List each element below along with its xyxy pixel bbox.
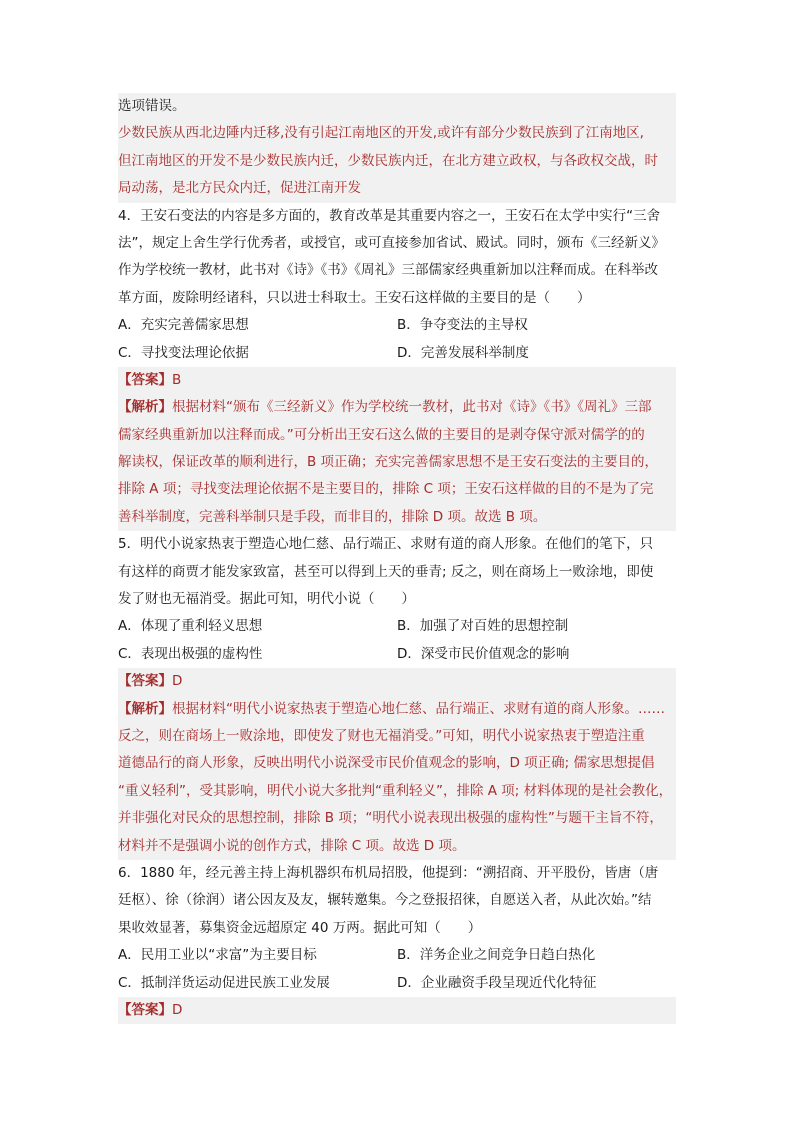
analysis-line: 解读权，保证改革的顺利进行，B 项正确；充实完善儒家思想不是王安石变法的主要目的， <box>118 454 659 471</box>
question-stem-line: 发了财也无福消受。据此可知，明代小说（ ） <box>118 591 415 608</box>
question-stem-line: 作为学校统一教材，此书对《诗》《书》《周礼》三部儒家经典重新加以注释而成。在科举改 <box>118 262 658 279</box>
analysis-line: 但江南地区的开发不是少数民族内迁，少数民族内迁，在北方建立政权，与各政权交战，时 <box>118 152 658 169</box>
analysis-line: 选项错误。 <box>118 98 186 114</box>
answer-analysis-block <box>118 367 676 531</box>
option-d: D．企业融资手段呈现近代化特征 <box>397 974 597 991</box>
question-stem-line: 法”，规定上舍生学行优秀者，或授官，或可直接参加省试、殿试。同时，颁布《三经新义》 <box>118 234 665 251</box>
answer-tag: 【答案】 <box>118 371 172 388</box>
analysis-text: 根据材料“颁布《三经新义》作为学校统一教材，此书对《诗》《书》《周礼》三部 <box>172 399 652 416</box>
question-stem-line: 有这样的商贾才能发家致富，甚至可以得到上天的垂青; 反之，则在商场上一败涂地，即使 <box>118 563 654 580</box>
analysis-line: 少数民族从西北边陲内迁移,没有引起江南地区的开发,或许有部分少数民族到了江南地区, <box>118 125 644 142</box>
answer-analysis-block <box>118 997 676 1024</box>
option-c: C．寻找变法理论依据 <box>118 344 249 361</box>
option-a: A．充实完善儒家思想 <box>118 317 249 334</box>
question-4 <box>118 203 676 532</box>
analysis-line <box>118 696 676 723</box>
answer-value: D <box>172 673 183 690</box>
question-stem-line: 5．明代小说家热衷于塑造心地仁慈、品行端正、求财有道的商人形象。在他们的笔下，只 <box>118 536 654 553</box>
previous-analysis-block <box>118 93 676 203</box>
analysis-line: 儒家经典重新加以注释而成。”可分析出王安石这么做的主要目的是剥夺保守派对儒学的的 <box>118 426 645 443</box>
answer-value: D <box>172 1001 183 1018</box>
options-row <box>118 613 676 640</box>
options-row <box>118 641 676 668</box>
analysis-line: 善科举制度，完善科举制只是手段，而非目的，排除 D 项。故选 B 项。 <box>118 508 547 525</box>
question-6 <box>118 860 676 1024</box>
analysis-tag: 【解析】 <box>118 700 172 717</box>
analysis-line: 局动荡，是北方民众内迁，促进江南开发 <box>118 180 361 197</box>
question-stem-line: 果收效显著，募集资金远超原定 40 万两。据此可知（ ） <box>118 919 482 936</box>
document-page <box>118 93 676 1024</box>
analysis-line: 材料并不是强调小说的创作方式，排除 C 项。故选 D 项。 <box>118 837 466 854</box>
answer-tag: 【答案】 <box>118 673 172 690</box>
analysis-line <box>118 394 676 421</box>
option-c: C．抵制洋货运动促进民族工业发展 <box>118 974 330 991</box>
option-b: B．争夺变法的主导权 <box>397 317 528 334</box>
analysis-line: 排除 A 项；寻找变法理论依据不是主要目的，排除 C 项；王安石这样做的目的不是为了完 <box>118 481 654 498</box>
option-b: B．加强了对百姓的思想控制 <box>397 618 569 635</box>
answer-tag: 【答案】 <box>118 1001 172 1018</box>
analysis-line: 反之，则在商场上一败涂地，即使发了财也无福消受。”可知，明代小说家热衷于塑造注重 <box>118 727 645 744</box>
answer-line <box>118 997 676 1024</box>
answer-line <box>118 668 676 695</box>
options-row <box>118 340 676 367</box>
question-stem-line: 廷枢）、徐（徐润）诸公因友及友，辗转邀集。今之登报招徕，自愿送入者，从此次始。”结 <box>118 892 652 909</box>
options-row <box>118 970 676 997</box>
analysis-line: “重义轻利”，受其影响，明代小说大多批判“重利轻义”，排除 A 项; 材料体现的是社会教化， <box>118 782 673 799</box>
option-a: A．民用工业以“求富”为主要目标 <box>118 947 317 964</box>
question-stem-line: 4．王安石变法的内容是多方面的，教育改革是其重要内容之一，王安石在太学中实行“三舍 <box>118 207 661 224</box>
option-c: C．表现出极强的虚构性 <box>118 645 263 662</box>
analysis-text: 根据材料“明代小说家热衷于塑造心地仁慈、品行端正、求财有道的商人形象。…… <box>172 700 665 717</box>
option-a: A．体现了重利轻义思想 <box>118 618 263 635</box>
analysis-line: 并非强化对民众的思想控制，排除 B 项；“明代小说表现出极强的虚构性”与题干主旨不符， <box>118 810 663 827</box>
options-row <box>118 312 676 339</box>
question-5 <box>118 531 676 860</box>
answer-line <box>118 367 676 394</box>
question-stem-line: 6．1880 年，经元善主持上海机器织布机局招股，他提到：“溯招商、开平股份，皆唐（唐 <box>118 864 659 881</box>
option-d: D．完善发展科举制度 <box>397 344 529 361</box>
option-b: B．洋务企业之间竞争日趋白热化 <box>397 947 596 964</box>
options-row <box>118 942 676 969</box>
option-d: D．深受市民价值观念的影响 <box>397 645 570 662</box>
question-stem-line: 革方面，废除明经诸科，只以进士科取士。王安石这样做的主要目的是（ ） <box>118 289 591 306</box>
analysis-tag: 【解析】 <box>118 399 172 416</box>
answer-analysis-block <box>118 668 676 860</box>
answer-value: B <box>172 371 182 388</box>
analysis-line: 道德品行的商人形象，反映出明代小说深受市民价值观念的影响，D 项正确; 儒家思想提倡 <box>118 755 655 772</box>
